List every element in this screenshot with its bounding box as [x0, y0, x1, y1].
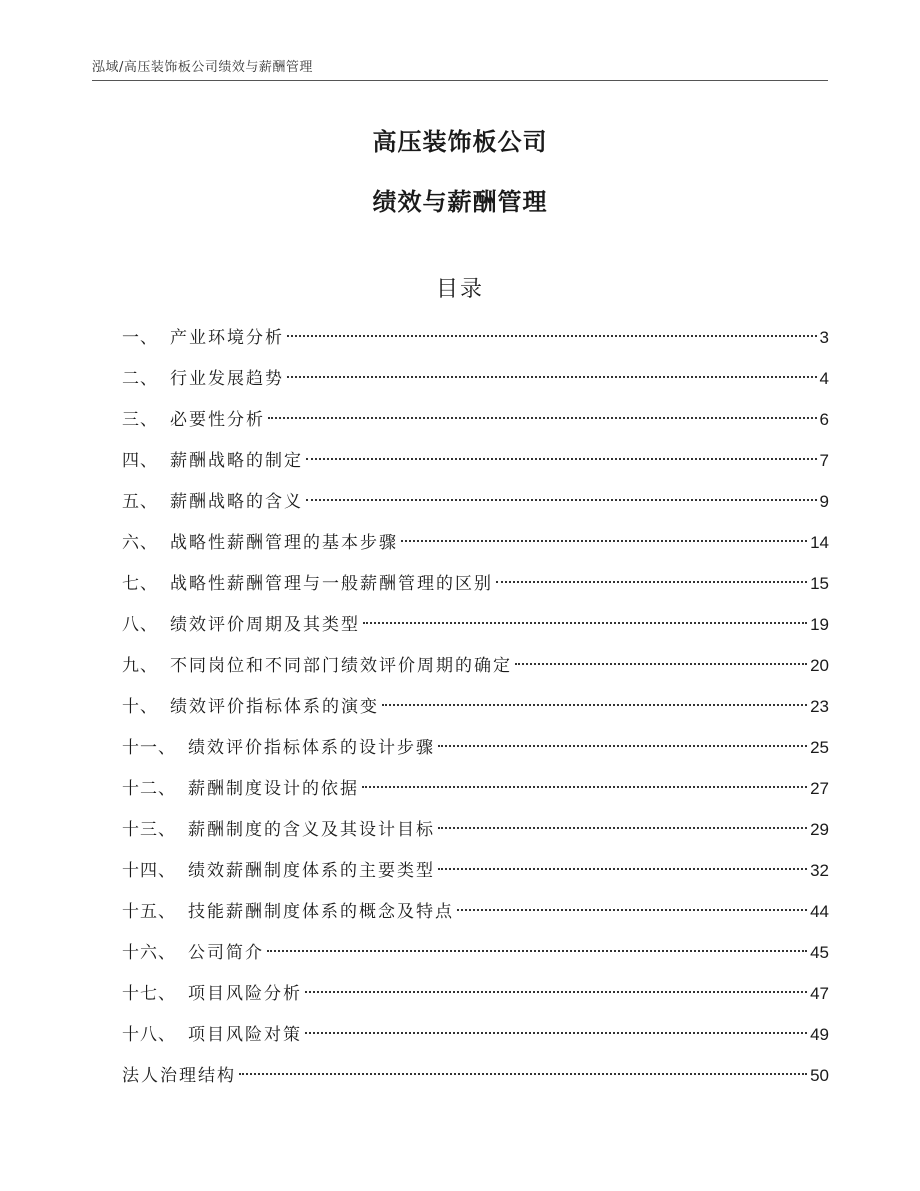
toc-dot-leader	[438, 745, 807, 747]
toc-entry[interactable]	[122, 980, 829, 1021]
toc-entry[interactable]	[122, 488, 829, 529]
toc-entry[interactable]	[122, 816, 829, 857]
toc-entry-title: 绩效评价周期及其类型	[170, 615, 360, 635]
toc-entry[interactable]	[122, 898, 829, 939]
toc-entry-title: 薪酬制度设计的依据	[188, 779, 359, 799]
toc-entry-page: 14	[810, 533, 829, 552]
toc-entry-page: 29	[810, 820, 829, 839]
toc-dot-leader	[267, 950, 807, 952]
toc-entry-title: 战略性薪酬管理的基本步骤	[170, 533, 398, 553]
toc-entry-page: 45	[810, 943, 829, 962]
toc-entry-number: 七、	[122, 574, 158, 594]
toc-entry-number: 三、	[122, 410, 158, 430]
toc-entry-title: 战略性薪酬管理与一般薪酬管理的区别	[170, 574, 493, 594]
toc-entry-page: 25	[810, 738, 829, 757]
toc-dot-leader	[305, 991, 807, 993]
toc-dot-leader	[457, 909, 807, 911]
toc-entry-page: 47	[810, 984, 829, 1003]
toc-entry[interactable]	[122, 570, 829, 611]
toc-entry-page: 9	[819, 492, 829, 511]
toc-entry-title: 公司简介	[188, 943, 264, 963]
toc-dot-leader	[515, 663, 807, 665]
toc-entry[interactable]	[122, 365, 829, 406]
toc-entry-title: 项目风险分析	[188, 984, 302, 1004]
toc-entry-number: 十四、	[122, 861, 176, 881]
toc-entry[interactable]	[122, 939, 829, 980]
toc-entry-page: 44	[810, 902, 829, 921]
toc-entry-page: 20	[810, 656, 829, 675]
toc-dot-leader	[306, 499, 817, 501]
toc-dot-leader	[268, 417, 817, 419]
toc-entry[interactable]	[122, 857, 829, 898]
toc-entry-page: 6	[819, 410, 829, 429]
document-title-line2: 绩效与薪酬管理	[372, 188, 548, 216]
toc-entry[interactable]	[122, 529, 829, 570]
toc-dot-leader	[401, 540, 807, 542]
toc-entry-title: 产业环境分析	[170, 328, 284, 348]
toc-entry-title: 技能薪酬制度体系的概念及特点	[188, 902, 454, 922]
toc-entry-page: 7	[819, 451, 829, 470]
toc-entry-title: 必要性分析	[170, 410, 265, 430]
toc-entry-number: 九、	[122, 656, 158, 676]
toc-entry-page: 15	[810, 574, 829, 593]
toc-entry-title: 行业发展趋势	[170, 369, 284, 389]
toc-entry-number: 四、	[122, 451, 158, 471]
toc-entry-number: 一、	[122, 328, 158, 348]
toc-entry-title: 薪酬战略的制定	[170, 451, 303, 471]
toc-entry-number: 八、	[122, 615, 158, 635]
toc-entry-number: 十一、	[122, 738, 176, 758]
toc-entry[interactable]	[122, 652, 829, 693]
toc-dot-leader	[496, 581, 807, 583]
toc-dot-leader	[438, 868, 807, 870]
toc-dot-leader	[306, 458, 817, 460]
toc-entry-number: 十八、	[122, 1025, 176, 1045]
running-header: 泓域/高压装饰板公司绩效与薪酬管理	[92, 60, 313, 75]
toc-dot-leader	[438, 827, 807, 829]
toc-dot-leader	[305, 1032, 807, 1034]
toc-entry-title: 不同岗位和不同部门绩效评价周期的确定	[170, 656, 512, 676]
table-of-contents	[122, 324, 829, 1103]
toc-entry-title: 绩效薪酬制度体系的主要类型	[188, 861, 435, 881]
toc-entry[interactable]	[122, 611, 829, 652]
toc-heading: 目录	[435, 277, 484, 302]
toc-entry[interactable]	[122, 693, 829, 734]
toc-entry-page: 50	[810, 1066, 829, 1085]
toc-entry-number: 五、	[122, 492, 158, 512]
toc-entry-title: 薪酬制度的含义及其设计目标	[188, 820, 435, 840]
toc-entry[interactable]	[122, 1062, 829, 1103]
document-title-line1: 高压装饰板公司	[372, 128, 548, 156]
toc-entry-number: 十六、	[122, 943, 176, 963]
toc-entry-number: 十、	[122, 697, 158, 717]
toc-entry-page: 3	[819, 328, 829, 347]
toc-entry-number: 十五、	[122, 902, 176, 922]
toc-entry[interactable]	[122, 1021, 829, 1062]
toc-entry[interactable]	[122, 406, 829, 447]
toc-entry[interactable]	[122, 324, 829, 365]
toc-entry-page: 4	[819, 369, 829, 388]
toc-entry-title: 绩效评价指标体系的设计步骤	[188, 738, 435, 758]
toc-entry-page: 19	[810, 615, 829, 634]
toc-entry-number: 二、	[122, 369, 158, 389]
toc-entry-page: 27	[810, 779, 829, 798]
toc-entry-number: 六、	[122, 533, 158, 553]
header-rule	[92, 80, 828, 81]
toc-entry[interactable]	[122, 775, 829, 816]
toc-dot-leader	[239, 1073, 807, 1075]
toc-entry-number: 十七、	[122, 984, 176, 1004]
toc-dot-leader	[382, 704, 807, 706]
toc-dot-leader	[363, 622, 807, 624]
toc-entry-title: 绩效评价指标体系的演变	[170, 697, 379, 717]
toc-entry-title: 项目风险对策	[188, 1025, 302, 1045]
toc-entry-title: 薪酬战略的含义	[170, 492, 303, 512]
toc-entry-page: 49	[810, 1025, 829, 1044]
toc-entry-number: 十二、	[122, 779, 176, 799]
toc-entry[interactable]	[122, 447, 829, 488]
toc-dot-leader	[287, 335, 817, 337]
toc-entry-page: 32	[810, 861, 829, 880]
toc-dot-leader	[362, 786, 807, 788]
toc-entry-page: 23	[810, 697, 829, 716]
toc-entry[interactable]	[122, 734, 829, 775]
toc-entry-number: 十三、	[122, 820, 176, 840]
toc-entry-title: 法人治理结构	[122, 1066, 236, 1086]
toc-dot-leader	[287, 376, 817, 378]
